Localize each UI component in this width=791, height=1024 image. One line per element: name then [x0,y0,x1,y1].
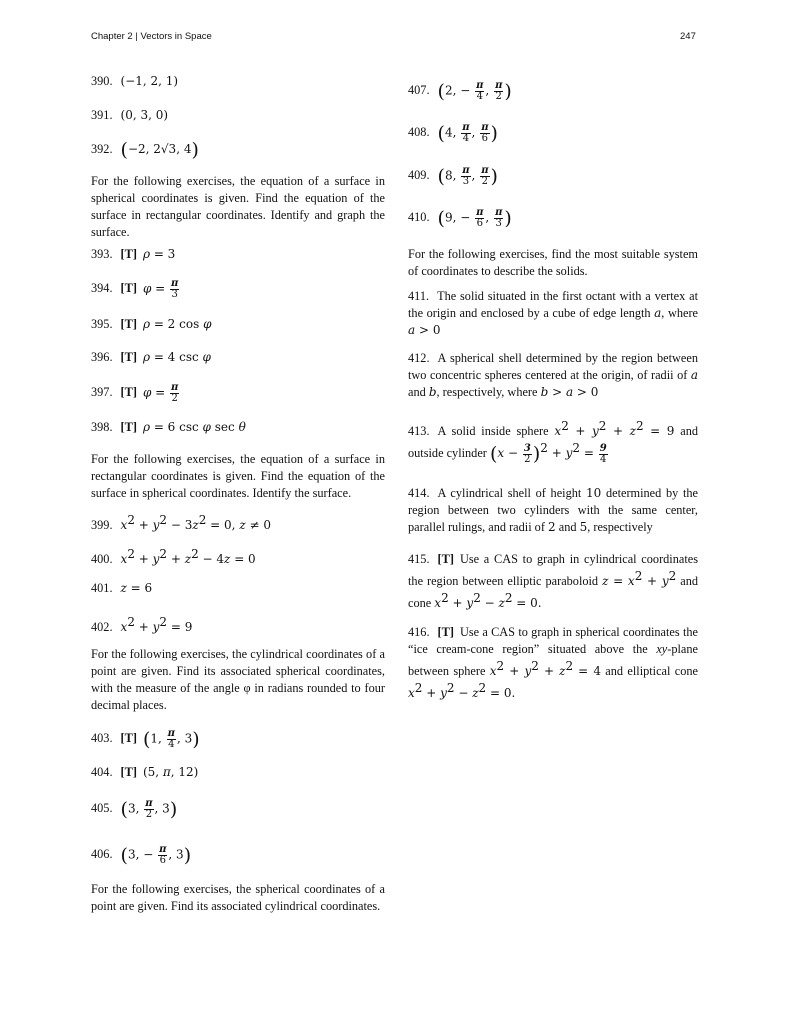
math-text: > 0 [415,323,441,337]
math-variable: a [654,306,662,320]
math-text: + [448,596,467,611]
math-text: + [134,552,153,567]
math-text: , 3 [154,801,170,816]
exercise-item [408,551,698,612]
exercise-item [91,349,385,366]
numerator: 9 [599,442,607,454]
exercise-item [91,512,385,534]
math-variable: φ [142,281,152,296]
numerator: π [171,278,179,289]
math-variable: x [554,424,562,439]
exponent: 2 [127,513,135,527]
exercise-item [91,383,385,404]
math-text: , [471,168,480,183]
fraction [167,729,176,750]
exercise-item [408,624,698,702]
math-text: − 4 [198,552,225,567]
math-text: , 3 [176,731,193,746]
exponent: 2 [478,681,487,696]
text-run: The solid situated in the first octant with a vertex at the origin and enclosed by a cube of edge length [408,289,698,320]
exercise-item [408,166,698,187]
exercise-item [91,845,385,866]
denominator: 2 [524,453,531,465]
exponent: 2 [496,659,505,673]
exercise-item [91,799,385,820]
large-paren: ( [437,207,445,230]
text-run: and [555,520,580,534]
exercise-item [91,764,385,781]
exercise-item [408,208,698,229]
math-variable: b [428,385,437,399]
large-paren: ) [192,728,200,751]
math-text: , 12) [170,765,199,779]
fraction [475,208,484,229]
fraction [461,166,470,187]
denominator: 2 [171,393,178,404]
math-variable: ρ [142,420,150,434]
exercise-item [91,279,385,300]
math-variable: x [497,446,505,461]
math-text: + [547,446,566,461]
exercise-number: 392. [91,142,113,156]
exercise-number: 401. [91,581,113,595]
fraction [158,845,167,866]
math-text: − [454,686,473,701]
math-variable: z [239,518,246,533]
text-run: and elliptical cone [600,664,698,679]
denominator: 6 [159,855,166,866]
numerator: π [171,382,179,393]
text-run: A spherical shell determined by the region between two concentric spheres centered at the origin, of radii of [408,351,698,382]
fraction [461,123,470,144]
exercise-item [408,350,698,401]
math-variable: x [408,686,415,701]
math-text: 3, [127,801,144,816]
exercise-number: 390. [91,74,113,88]
text-run: A cylindrical shell of height [437,486,586,500]
math-text: + [422,686,441,701]
large-paren: ) [490,122,498,145]
large-paren: ( [120,844,128,867]
math-variable: z [472,686,479,701]
denominator: 6 [476,218,483,229]
numerator: π [476,80,484,91]
text-run: and cone [408,574,699,611]
exponent: 2 [531,659,539,673]
large-paren: ( [120,798,128,821]
text-run: Use a CAS to graph in cylindrical coordinates the region between elliptic paraboloid [408,552,698,589]
large-paren: ) [504,80,512,103]
numerator: π [167,728,175,739]
text-run: and outside cylinder [408,424,698,461]
math-text: sec [210,420,239,434]
math-variable: y [565,446,573,461]
text-run: determined by the region between two cylinders with the same center, parallel rulings, and radii of [408,486,698,534]
text-run: -plane between sphere [408,642,698,679]
exercise-item [408,81,698,102]
large-paren: ( [120,139,128,161]
exponent: 2 [634,569,643,583]
text-run: , respectively, where [436,385,541,399]
math-variable: x [120,620,128,635]
exercise-number: 410. [408,210,430,225]
fraction [475,81,484,102]
math-variable: y [592,424,599,439]
numerator: π [145,798,153,809]
math-text: 2 [548,520,556,534]
technology-tag: [T] [437,625,454,639]
exponent: 2 [565,659,574,673]
math-variable: y [661,574,669,589]
exponent: 2 [414,681,423,696]
math-text: − [480,596,499,611]
exponent: 2 [159,615,168,629]
numerator: π [495,80,503,91]
math-variable: y [152,620,160,635]
exercise-item [408,288,698,339]
math-variable: φ [202,420,211,434]
exercise-number: 411. [408,289,430,303]
technology-tag: [T] [120,350,137,364]
exercise-number: 402. [91,620,113,635]
math-text: = [580,446,598,461]
exponent: 2 [668,569,677,583]
math-text: , [471,125,480,140]
exercise-number: 415. [408,552,430,566]
exponent: 2 [446,681,455,696]
fraction [523,444,532,465]
exercise-number: 391. [91,108,113,122]
exercise-number: 399. [91,518,113,533]
denominator: 4 [476,91,483,102]
technology-tag: [T] [120,247,137,261]
numerator: π [159,844,167,855]
chapter-header: Chapter 2 | Vectors in Space [91,31,212,42]
math-variable: z [629,424,636,439]
math-variable: x [434,596,442,611]
exponent: 2 [127,547,135,561]
math-text: = 6 [126,581,153,595]
math-variable: ρ [142,317,150,331]
fraction [494,81,503,102]
math-variable: θ [238,420,246,434]
numerator: π [462,122,470,133]
denominator: 4 [462,133,470,144]
large-paren: ) [490,165,498,188]
exercise-number: 398. [91,420,113,434]
math-variable: b [540,385,549,399]
math-variable: π [162,765,171,779]
exercise-item [408,485,698,536]
math-text: = [151,385,170,400]
math-variable: z [224,552,231,567]
math-variable: x [627,574,635,589]
exercise-number: 416. [408,625,430,639]
fraction [480,123,489,144]
math-text: 5 [579,520,588,534]
large-paren: ) [191,139,199,161]
fraction [170,383,179,404]
large-paren: ) [183,844,192,867]
exercise-number: 409. [408,168,430,183]
technology-tag: [T] [120,420,137,434]
math-text: + [568,424,593,439]
exercise-item [91,580,385,597]
exponent: 2 [159,513,168,527]
exercise-number: 396. [91,350,113,364]
math-text: = 6 csc [150,420,203,434]
text-run: Use a CAS to graph in spherical coordinates the “ice cream-cone region” situated above the [408,625,698,656]
exercise-item [91,107,385,124]
math-text: + [134,620,153,635]
page-number: 247 [680,31,696,42]
denominator: 4 [168,739,175,750]
math-text: 3, − [127,847,158,862]
math-text: , [485,83,494,98]
exercise-number: 404. [91,765,113,779]
denominator: 3 [495,218,502,229]
exercise-number: 405. [91,801,113,816]
exercise-number: 395. [91,317,113,331]
math-text: + [642,574,662,589]
exponent: 2 [473,591,481,606]
math-text: , [485,210,494,225]
math-text: > 0 [573,385,599,399]
numerator: π [462,165,470,176]
exercise-number: 412. [408,351,430,365]
fraction [599,444,608,465]
exponent: 2 [159,547,168,561]
math-text: + [134,518,153,533]
math-text: (5, [142,765,163,779]
technology-tag: [T] [120,765,137,779]
exponent: 2 [598,419,607,433]
exercise-number: 397. [91,385,113,400]
math-variable: z [602,574,609,589]
numerator: 3 [523,442,531,454]
numerator: π [481,122,489,133]
italic-text: xy [656,642,668,656]
exercise-number: 403. [91,731,113,746]
exponent: 2 [191,547,199,561]
denominator: 2 [145,809,153,820]
math-text: 10 [586,486,602,500]
exercise-number: 414. [408,486,430,500]
math-variable: y [440,686,447,701]
math-variable: z [184,552,192,567]
large-paren: ( [437,122,445,145]
math-text: + [167,552,185,567]
math-text: = 3 [150,247,176,261]
math-text: = 0, [206,518,240,533]
denominator: 6 [481,133,489,144]
technology-tag: [T] [120,385,137,400]
exponent: 2 [504,591,513,606]
instruction-paragraph: For the following exercises, the equation of a surface in spherical coordinates is given. Find the equation of the surface in rectangular coordinates. Identify and graph the surface. [91,174,385,239]
math-text: ≠ 0 [245,518,271,533]
math-variable: z [498,596,505,611]
math-text: − [504,446,522,461]
math-text: (−1, 2, 1) [120,74,179,88]
math-text: 2, − [444,83,475,98]
numerator: π [476,207,484,218]
denominator: 4 [599,453,607,465]
denominator: 3 [462,176,470,187]
exercise-number: 408. [408,125,430,140]
math-variable: a [408,323,416,337]
math-text: = 9 [167,620,193,635]
exercise-number: 400. [91,552,113,567]
exponent: 2 [572,441,580,456]
math-variable: φ [203,317,212,331]
exercise-number: 407. [408,83,430,98]
exponent: 2 [540,441,548,456]
fraction [480,166,489,187]
math-text: 4, [444,125,461,140]
math-text: 8, [444,168,461,183]
instruction-paragraph: For the following exercises, the spherical coordinates of a point are given. Find its associated cylindrical coordinates. [91,882,385,913]
large-paren: ( [489,443,498,466]
math-text: = 0 [230,552,256,567]
exercise-item [91,614,385,636]
exponent: 2 [198,513,207,527]
math-text: − 3 [167,518,193,533]
instruction-paragraph: For the following exercises, the equation of a surface in rectangular coordinates is given. Find the equation of the surface in spherical coordinates. Identify the surface. [91,452,385,500]
exercise-number: 406. [91,847,113,862]
math-variable: a [690,368,698,382]
math-text: = 4 csc [150,350,203,364]
exercise-number: 413. [408,424,430,439]
denominator: 2 [495,91,502,102]
math-text: 1, [150,731,166,746]
exercise-item [91,73,385,90]
technology-tag: [T] [120,317,137,331]
math-text: + [538,664,560,679]
math-text: = 2 cos [150,317,204,331]
math-variable: z [120,581,127,595]
large-paren: ) [504,207,512,230]
math-variable: y [466,596,474,611]
exercise-number: 394. [91,281,113,296]
math-variable: x [120,552,128,567]
denominator: 2 [481,176,489,187]
math-text: = 4 [573,664,601,679]
exercise-item [91,246,385,263]
text-run: and [408,385,429,399]
math-variable: x [120,518,128,533]
text-run: , respectively [587,520,653,534]
exercise-number: 393. [91,247,113,261]
technology-tag: [T] [437,552,454,566]
math-text: + [606,424,630,439]
instruction-paragraph: For the following exercises, the cylindrical coordinates of a point are given. Find its associated spherical coordinates, with the measure of the angle φ in radians rounded to four decimal places. [91,647,385,712]
math-text: = 0. [512,596,542,611]
math-variable: φ [202,350,211,364]
math-text: , 3 [168,847,184,862]
exponent: 2 [127,615,135,629]
math-text: = 0. [486,686,516,701]
fraction [170,279,179,300]
large-paren: ) [532,443,541,466]
exercise-item [91,316,385,333]
math-text: + [504,664,525,679]
math-text: = [151,281,170,296]
math-text: = 9 [643,424,675,439]
exponent: 2 [635,419,644,433]
text-run: A solid inside sphere [437,424,555,439]
exercise-item [91,546,385,568]
exponent: 2 [561,419,569,433]
math-text: (0, 3, 0) [120,108,169,122]
math-variable: a [565,385,574,399]
denominator: 3 [171,289,178,300]
instruction-paragraph: For the following exercises, find the most suitable system of coordinates to describe the solids. [408,247,698,278]
text-run: , where [661,306,698,320]
math-variable: y [152,518,160,533]
exercise-item [408,123,698,144]
math-text: = [608,574,628,589]
math-variable: z [559,664,566,679]
exercise-item [91,141,385,159]
technology-tag: [T] [120,731,137,746]
exercise-item [408,418,698,465]
large-paren: ( [437,80,445,103]
math-text: −2, 2√3, 4 [127,142,192,156]
math-text: 9, − [444,210,475,225]
math-variable: φ [142,385,152,400]
math-variable: y [524,664,532,679]
math-text: > [548,385,566,399]
math-variable: x [489,664,497,679]
technology-tag: [T] [120,281,137,296]
exponent: 2 [441,591,449,606]
math-variable: y [152,552,160,567]
math-variable: ρ [142,247,150,261]
exercise-item [91,729,385,750]
numerator: π [495,207,503,218]
large-paren: ( [437,165,445,188]
fraction [494,208,503,229]
math-variable: ρ [142,350,150,364]
exercise-item [91,419,385,436]
fraction [144,799,153,820]
large-paren: ) [169,798,178,821]
large-paren: ( [142,728,151,751]
numerator: π [481,165,489,176]
math-variable: z [192,518,199,533]
